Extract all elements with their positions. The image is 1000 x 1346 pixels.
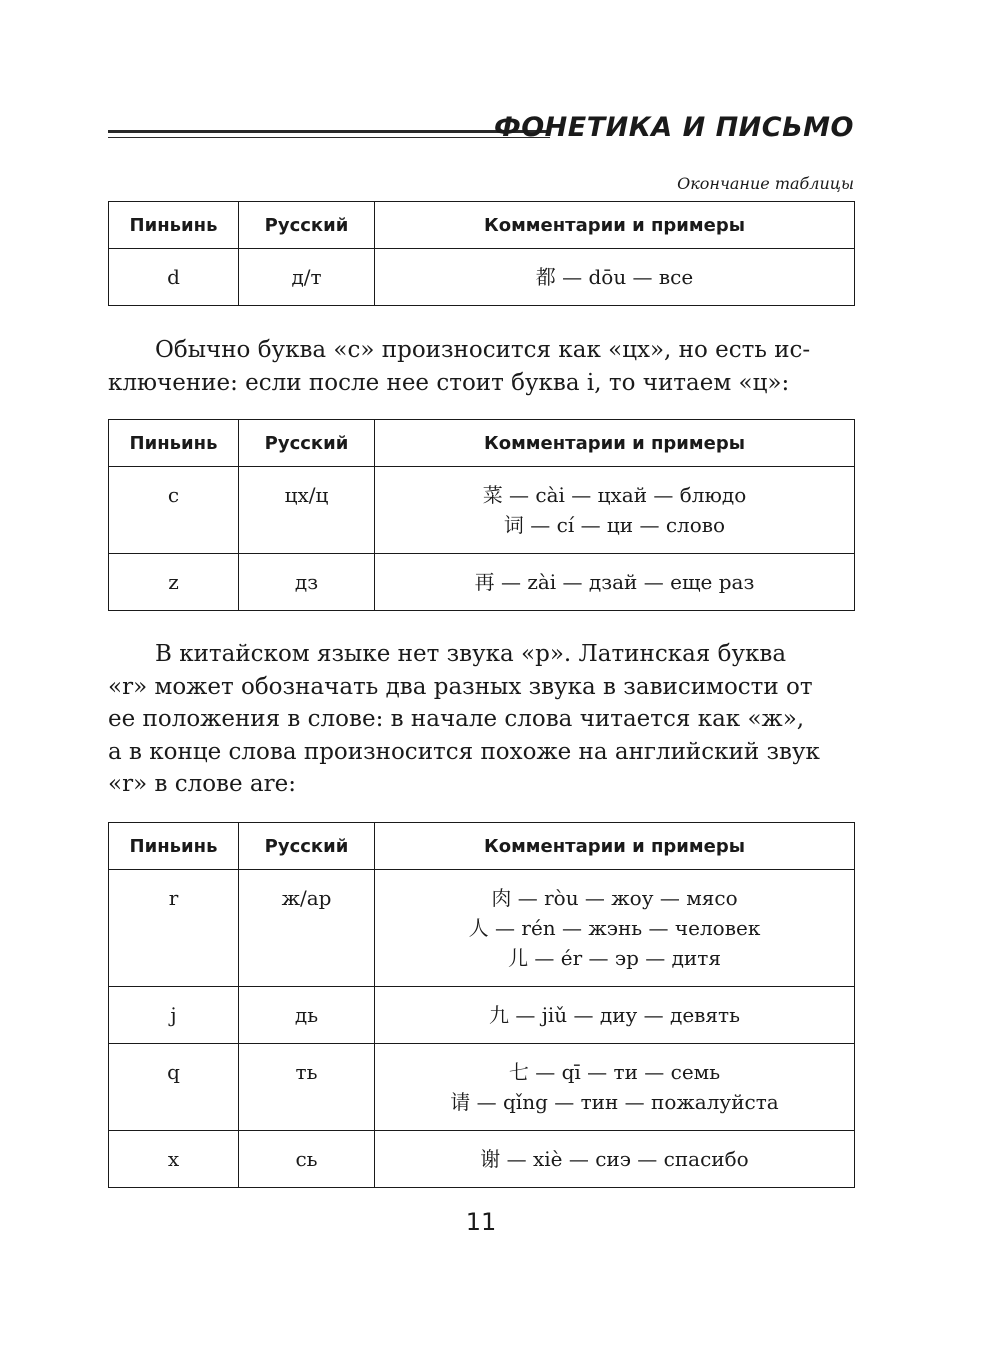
section-title: ФОНЕТИКА И ПИСЬМО (493, 112, 854, 143)
header-pinyin: Пиньинь (109, 420, 239, 467)
cell-pinyin: c (109, 467, 239, 554)
cell-russian: дз (239, 554, 375, 611)
example-line: 菜 — cài — цхай — блюдо (482, 483, 747, 507)
cell-pinyin: r (109, 870, 239, 987)
table-row (109, 1044, 855, 1131)
table-row (109, 249, 855, 306)
example-line: 都 — dōu — все (535, 265, 694, 289)
example-line: 谢 — xiè — сиэ — спасибо (480, 1147, 749, 1171)
example-line: 请 — qǐng — тин — пожалуйста (450, 1090, 779, 1114)
table-header-row (109, 202, 855, 249)
table-row (109, 1131, 855, 1188)
cell-examples (375, 249, 855, 306)
cell-pinyin: z (109, 554, 239, 611)
header-rule (108, 130, 550, 133)
cell-pinyin: x (109, 1131, 239, 1188)
example-line: 肉 — ròu — жоу — мясо (491, 886, 738, 910)
cell-russian: ть (239, 1044, 375, 1131)
header-comments: Комментарии и примеры (375, 823, 855, 870)
example-line: 七 — qī — ти — семь (508, 1060, 721, 1084)
header-comments: Комментарии и примеры (375, 420, 855, 467)
header-russian: Русский (239, 420, 375, 467)
cell-examples (375, 1044, 855, 1131)
cell-pinyin: j (109, 987, 239, 1044)
table-continuation-note: Окончание таблицы (677, 174, 854, 193)
header-comments: Комментарии и примеры (375, 202, 855, 249)
paragraph-line: ее положения в слове: в начале слова читается как «ж», (108, 706, 805, 732)
cell-examples (375, 1131, 855, 1188)
cell-pinyin: q (109, 1044, 239, 1131)
example-line: 九 — jiǔ — диу — девять (488, 1003, 740, 1027)
cell-examples (375, 870, 855, 987)
header-russian: Русский (239, 202, 375, 249)
cell-russian: ж/ар (239, 870, 375, 987)
table-row (109, 467, 855, 554)
cell-examples (375, 987, 855, 1044)
header-russian: Русский (239, 823, 375, 870)
table-header-row (109, 823, 855, 870)
paragraph-line: В китайском языке нет звука «р». Латинская буква (155, 641, 787, 667)
table-row (109, 870, 855, 987)
example-line: 人 — rén — жэнь — человек (468, 916, 761, 940)
paragraph-line: «r» может обозначать два разных звука в зависимости от (108, 673, 813, 700)
cell-russian: дь (239, 987, 375, 1044)
example-line: 再 — zài — дзай — еще раз (474, 570, 755, 594)
cell-russian: д/т (239, 249, 375, 306)
paragraph-c-letter (108, 334, 854, 399)
table-row (109, 987, 855, 1044)
table-header-row (109, 420, 855, 467)
cell-russian: сь (239, 1131, 375, 1188)
header-rule-thin (108, 137, 550, 138)
paragraph-line: Обычно буква «с» произносится как «цх», но есть ис- (155, 337, 811, 363)
paragraph-line: а в конце слова произносится похоже на английский звук (108, 738, 820, 765)
cell-examples (375, 467, 855, 554)
example-line: 儿 — ér — эр — дитя (508, 946, 721, 970)
example-line: 词 — cí — ци — слово (503, 513, 726, 537)
header-pinyin: Пиньинь (109, 823, 239, 870)
table-r-j-q-x (108, 822, 855, 1188)
paragraph-line: ключение: если после нее стоит буква i, то читаем «ц»: (108, 369, 790, 396)
table-row (109, 554, 855, 611)
cell-pinyin: d (109, 249, 239, 306)
paragraph-line: «r» в слове are: (108, 771, 296, 797)
page-number: 11 (465, 1208, 497, 1236)
paragraph-r-letter (108, 638, 854, 801)
header-pinyin: Пиньинь (109, 202, 239, 249)
table-c-z (108, 419, 855, 611)
cell-examples (375, 554, 855, 611)
table-d (108, 201, 855, 306)
cell-russian: цх/ц (239, 467, 375, 554)
